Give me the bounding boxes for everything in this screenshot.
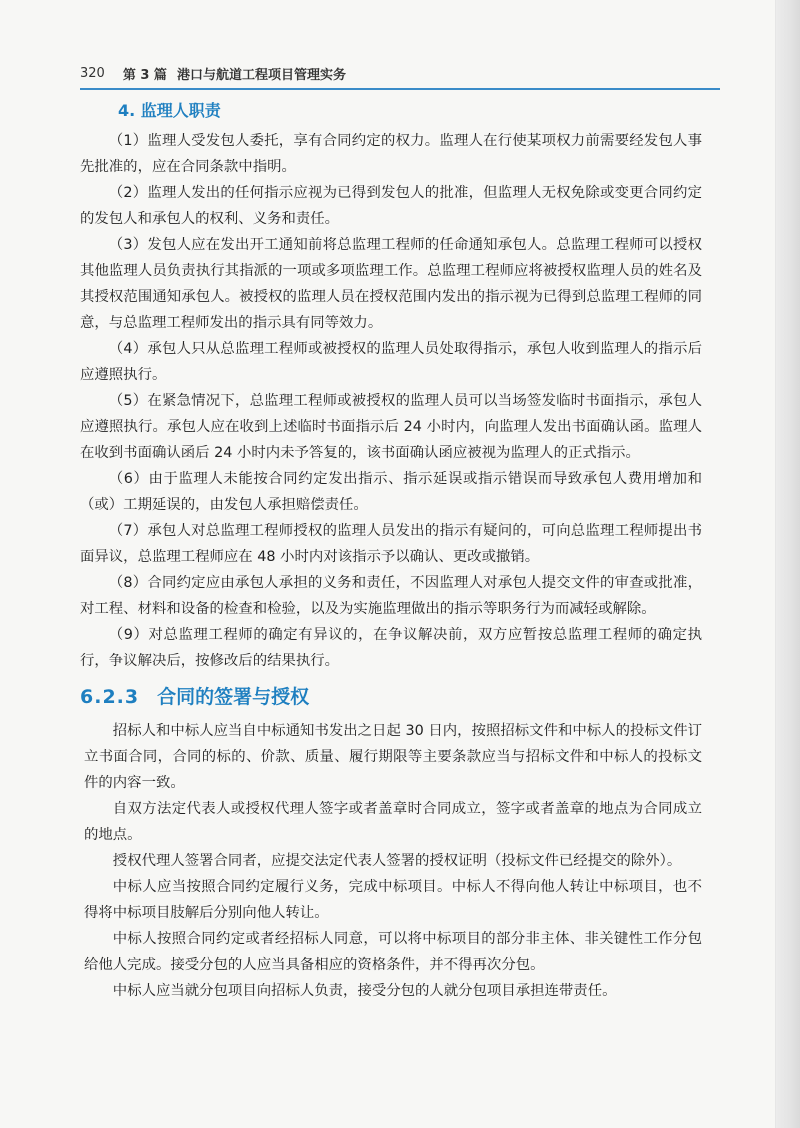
section-number: 6.2.3 (80, 686, 140, 708)
section-heading (80, 682, 702, 712)
duty-item: （1）监理人受发包人委托，享有合同约定的权力。监理人在行使某项权力前需要经发包人事先批准的，应在合同条款中指明。 (80, 133, 702, 175)
book-title: 港口与航道工程项目管理实务 (176, 67, 346, 83)
section-paragraph: 中标人应当按照合同约定履行义务，完成中标项目。中标人不得向他人转让中标项目，也不得将中标项目肢解后分别向他人转让。 (84, 879, 702, 921)
duty-item: （6）由于监理人未能按合同约定发出指示、指示延误或指示错误而导致承包人费用增加和（或）工期延误的，由发包人承担赔偿责任。 (80, 471, 702, 513)
header-divider (80, 88, 720, 90)
section-paragraph: 中标人应当就分包项目向招标人负责，接受分包的人就分包项目承担连带责任。 (112, 983, 617, 999)
duty-item: （2）监理人发出的任何指示应视为已得到发包人的批准，但监理人无权免除或变更合同约定的发包人和承包人的权利、义务和责任。 (80, 185, 702, 227)
page-edge (775, 0, 800, 1128)
section-paragraph: 授权代理人签署合同者，应提交法定代表人签署的授权证明（投标文件已经提交的除外）。 (112, 853, 682, 869)
duty-item: （8）合同约定应由承包人承担的义务和责任，不因监理人对承包人提交文件的审查或批准，对工程、材料和设备的检查和检验，以及为实施监理做出的指示等职务行为而减轻或解除。 (80, 575, 702, 617)
duty-item: （4）承包人只从总监理工程师或被授权的监理人员处取得指示，承包人收到监理人的指示后应遵照执行。 (80, 341, 702, 383)
section-paragraph: 招标人和中标人应当自中标通知书发出之日起 30 日内，按照招标文件和中标人的投标文件订立书面合同，合同的标的、价款、质量、履行期限等主要条款应当与招标文件和中标人的投标文件的内容一致。 (84, 723, 702, 791)
part-label: 第 3 篇 (122, 67, 167, 83)
main-content (80, 100, 702, 1004)
duty-item: （9）对总监理工程师的确定有异议的，在争议解决前，双方应暂按总监理工程师的确定执行，争议解决后，按修改后的结果执行。 (80, 627, 702, 669)
subsection-title: 4. 监理人职责 (118, 101, 221, 120)
duty-item: （5）在紧急情况下，总监理工程师或被授权的监理人员可以当场签发临时书面指示，承包人应遵照执行。承包人应在收到上述临时书面指示后 24 小时内，向监理人发出书面确认函。监理人在收到书面确认函后 24 小时内未予答复的，该书面确认函应被视为监理人的正式指示。 (80, 393, 702, 461)
duty-item: （3）发包人应在发出开工通知前将总监理工程师的任命通知承包人。总监理工程师可以授权其他监理人员负责执行其指派的一项或多项监理工作。总监理工程师应将被授权监理人员的姓名及其授权范围通知承包人。被授权的监理人员在授权范围内发出的指示视为已得到总监理工程师的同意，与总监理工程师发出的指示具有同等效力。 (80, 237, 702, 331)
duty-item: （7）承包人对总监理工程师授权的监理人员发出的指示有疑问的，可向总监理工程师提出书面异议，总监理工程师应在 48 小时内对该指示予以确认、更改或撤销。 (80, 523, 702, 565)
running-header (80, 58, 720, 88)
page-number: 320 (80, 65, 105, 81)
section-paragraph: 自双方法定代表人或授权代理人签字或者盖章时合同成立，签字或者盖章的地点为合同成立的地点。 (84, 801, 702, 843)
section-title: 合同的签署与授权 (157, 686, 310, 708)
section-paragraph: 中标人按照合同约定或者经招标人同意，可以将中标项目的部分非主体、非关键性工作分包给他人完成。接受分包的人应当具备相应的资格条件，并不得再次分包。 (84, 931, 702, 973)
